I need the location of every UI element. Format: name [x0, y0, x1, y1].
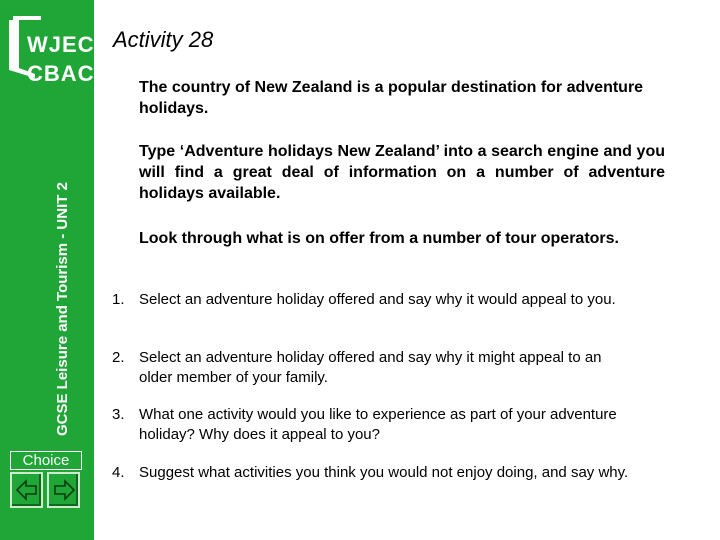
- list-number: 4.: [112, 464, 125, 481]
- left-arrow-icon: [15, 478, 39, 502]
- course-label: GCSE Leisure and Tourism - UNIT 2: [54, 182, 71, 436]
- list-item: [112, 348, 632, 388]
- list-text: Select an adventure holiday offered and say why it might appeal to an older member of your family.: [139, 349, 602, 386]
- next-button[interactable]: [47, 472, 80, 508]
- right-arrow-icon: [52, 478, 76, 502]
- list-item: [112, 463, 632, 483]
- sidebar: [0, 0, 94, 540]
- list-text: Suggest what activities you think you would not enjoy doing, and say why.: [139, 464, 629, 481]
- instruction-paragraph: Type ‘Adventure holidays New Zealand’ into a search engine and you will find a great deal of information on a number of adventure holidays available.: [139, 143, 665, 202]
- previous-button[interactable]: [10, 472, 43, 508]
- list-item: [112, 290, 632, 310]
- choice-button[interactable]: Choice: [10, 451, 82, 470]
- list-text: Select an adventure holiday offered and say why it would appeal to you.: [139, 291, 616, 308]
- list-text: What one activity would you like to experience as part of your adventure holiday? Why does it appeal to you?: [139, 406, 617, 443]
- look-through-paragraph: Look through what is on offer from a number of tour operators.: [139, 230, 619, 247]
- list-number: 2.: [112, 349, 125, 366]
- list-number: 3.: [112, 406, 125, 423]
- wjec-cbac-logo: [7, 14, 95, 86]
- list-item: [112, 405, 632, 445]
- page-title: Activity 28: [113, 27, 214, 52]
- list-number: 1.: [112, 291, 125, 308]
- logo-text-cbac: CBAC: [27, 61, 95, 86]
- intro-paragraph: The country of New Zealand is a popular destination for adventure holidays.: [139, 79, 644, 117]
- logo-text-wjec: WJEC: [27, 32, 95, 57]
